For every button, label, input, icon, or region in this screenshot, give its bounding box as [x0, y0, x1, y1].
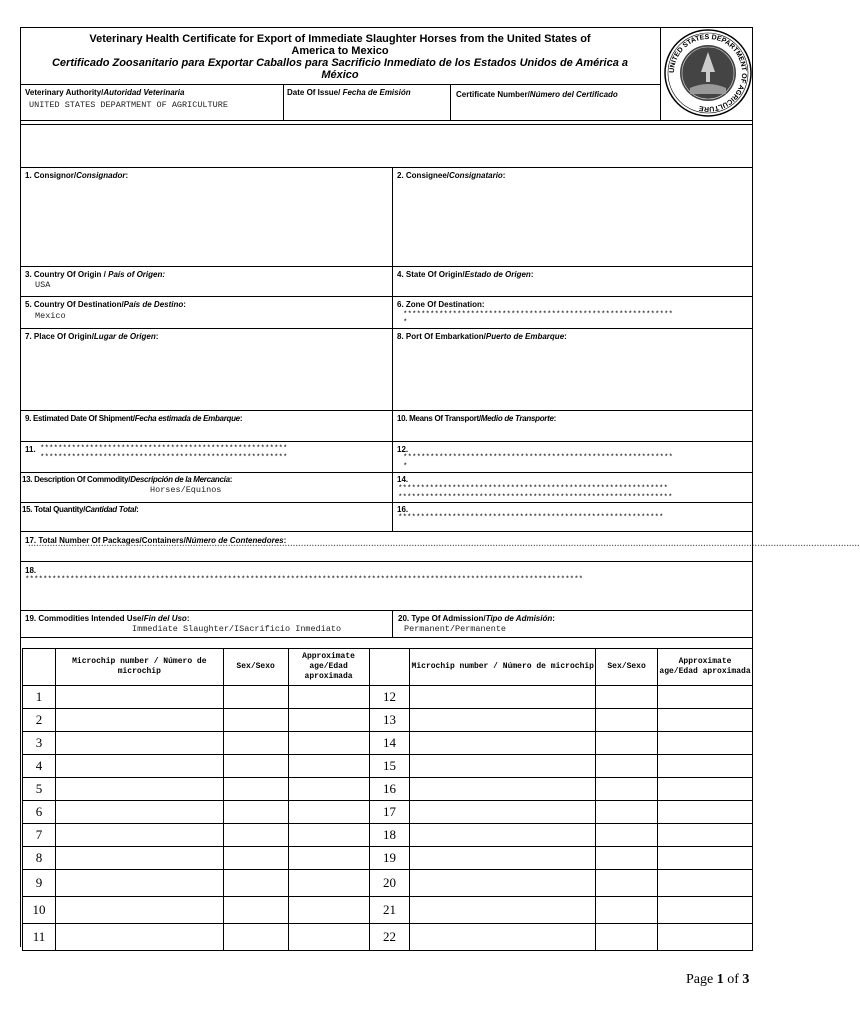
header-sex-right: Sex/Sexo [596, 649, 658, 686]
field-13-description: 13. Description Of Commodity/Descripción de la Mercancía: [22, 475, 233, 484]
authority-label: Veterinary Authority/Autoridad Veterinaria [25, 88, 185, 97]
microchip-cell-left[interactable] [55, 870, 223, 897]
age-cell-right[interactable] [658, 755, 753, 778]
field-18: 18. [25, 566, 37, 575]
field-19-value: Immediate Slaughter/ISacrificio Inmediato [132, 624, 342, 634]
age-cell-left[interactable] [288, 824, 369, 847]
sex-cell-right[interactable] [596, 924, 658, 951]
row-number-left: 7 [23, 824, 56, 847]
age-cell-right[interactable] [658, 897, 753, 924]
table-row [23, 897, 753, 924]
row-number-left: 10 [23, 897, 56, 924]
row-number-left: 1 [23, 686, 56, 709]
age-cell-right[interactable] [658, 801, 753, 824]
microchip-cell-right[interactable] [410, 778, 596, 801]
field-7-place-origin: 7. Place Of Origin/Lugar de Origen: [25, 332, 159, 341]
field-14-stars: ************************************************************ [398, 485, 669, 493]
title-es-line2: México [321, 69, 359, 81]
header-index-left [23, 649, 56, 686]
row-number-right: 15 [369, 755, 410, 778]
microchip-cell-right[interactable] [410, 824, 596, 847]
sex-cell-left[interactable] [223, 686, 288, 709]
page-of: of [723, 972, 743, 987]
authority-value: UNITED STATES DEPARTMENT OF AGRICULTURE [29, 100, 228, 110]
microchip-cell-left[interactable] [55, 924, 223, 951]
sex-cell-left[interactable] [223, 778, 288, 801]
field-6-zone-destination: 6. Zone Of Destination: [397, 300, 485, 309]
header-sex-left: Sex/Sexo [223, 649, 288, 686]
microchip-cell-right[interactable] [410, 870, 596, 897]
field-6-stars-2: * [403, 319, 408, 327]
age-cell-left[interactable] [288, 870, 369, 897]
sex-cell-left[interactable] [223, 924, 288, 951]
row-number-left: 4 [23, 755, 56, 778]
field-18-stars: **************************************************************************************************************************** [25, 576, 584, 584]
age-cell-left[interactable] [288, 847, 369, 870]
age-cell-right[interactable] [658, 824, 753, 847]
microchip-cell-left[interactable] [55, 732, 223, 755]
microchip-cell-right[interactable] [410, 847, 596, 870]
age-cell-left[interactable] [288, 686, 369, 709]
sex-cell-right[interactable] [596, 824, 658, 847]
field-13-value: Horses/Equinos [150, 485, 222, 495]
age-cell-left[interactable] [288, 801, 369, 824]
microchip-cell-right[interactable] [410, 686, 596, 709]
table-header-row [23, 649, 753, 686]
table-row [23, 824, 753, 847]
table-row [23, 870, 753, 897]
age-cell-right[interactable] [658, 732, 753, 755]
age-cell-right[interactable] [658, 709, 753, 732]
microchip-cell-left[interactable] [55, 778, 223, 801]
microchip-cell-right[interactable] [410, 897, 596, 924]
microchip-cell-left[interactable] [55, 897, 223, 924]
field-10-transport: 10. Means Of Transport/Medio de Transporte: [397, 414, 557, 423]
header-index-right [369, 649, 410, 686]
microchip-cell-left[interactable] [55, 847, 223, 870]
table-row [23, 732, 753, 755]
field-11-stars-2: ******************************************************* [40, 454, 288, 462]
row-number-left: 8 [23, 847, 56, 870]
microchip-cell-right[interactable] [410, 924, 596, 951]
field-9-shipment-date: 9. Estimated Date Of Shipment/Fecha estimada de Embarque: [25, 414, 243, 423]
age-cell-left[interactable] [288, 732, 369, 755]
title-es-line1: Certificado Zoosanitario para Exportar Caballos para Sacrificio Inmediato de los Estados Unidos de América a [51, 57, 629, 69]
microchip-cell-left[interactable] [55, 709, 223, 732]
microchip-cell-left[interactable] [55, 755, 223, 778]
sex-cell-right[interactable] [596, 755, 658, 778]
field-12-stars: ************************************************************ [403, 454, 674, 462]
age-cell-right[interactable] [658, 870, 753, 897]
microchip-cell-right[interactable] [410, 801, 596, 824]
field-12-stars-2: * [403, 463, 408, 471]
sex-cell-left[interactable] [223, 709, 288, 732]
sex-cell-left[interactable] [223, 824, 288, 847]
date-of-issue-label: Date Of Issue/ Fecha de Emisión [287, 88, 411, 97]
age-cell-left[interactable] [288, 778, 369, 801]
age-cell-left[interactable] [288, 755, 369, 778]
field-19-intended-use: 19. Commodities Intended Use/Fin del Uso: [25, 614, 190, 623]
field-11-stars: ******************************************************* [40, 445, 288, 453]
microchip-table [22, 648, 753, 951]
sex-cell-left[interactable] [223, 870, 288, 897]
field-4-state-origin: 4. State Of Origin/Estado de Origen: [397, 270, 534, 279]
sex-cell-left[interactable] [223, 847, 288, 870]
table-row [23, 686, 753, 709]
microchip-cell-right[interactable] [410, 732, 596, 755]
age-cell-right[interactable] [658, 778, 753, 801]
field-15-total-quantity: 15. Total Quantity/Cantidad Total: [22, 505, 139, 514]
table-row [23, 847, 753, 870]
title-spanish [20, 57, 660, 81]
field-6-stars: ************************************************************ [403, 311, 674, 319]
field-20-admission: 20. Type Of Admission/Tipo de Admisión: [398, 614, 555, 623]
table-row [23, 924, 753, 951]
title-english [20, 33, 660, 57]
sex-cell-right[interactable] [596, 732, 658, 755]
age-cell-right[interactable] [658, 924, 753, 951]
sex-cell-right[interactable] [596, 778, 658, 801]
microchip-cell-right[interactable] [410, 755, 596, 778]
field-3-country-origin: 3. Country Of Origin / País of Origen: [25, 270, 166, 279]
field-16-stars: *********************************************************** [398, 514, 664, 522]
row-number-right: 12 [369, 686, 410, 709]
row-number-right: 19 [369, 847, 410, 870]
microchip-cell-left[interactable] [55, 801, 223, 824]
row-number-left: 5 [23, 778, 56, 801]
title-en-line2: America to Mexico [291, 45, 389, 57]
field-17-stars: ******************************************************************************************************************************************************************************************************************************************************************************************************************** [28, 545, 860, 550]
sex-cell-left[interactable] [223, 897, 288, 924]
sex-cell-right[interactable] [596, 801, 658, 824]
age-cell-left[interactable] [288, 924, 369, 951]
table-row [23, 801, 753, 824]
row-number-right: 18 [369, 824, 410, 847]
sex-cell-right[interactable] [596, 897, 658, 924]
field-12: 12. [397, 445, 409, 454]
row-number-right: 14 [369, 732, 410, 755]
field-2-consignee: 2. Consignee/Consignatario: [397, 171, 506, 180]
table-row [23, 778, 753, 801]
page-number [686, 972, 749, 988]
header-microchip-left: Microchip number / Número de microchip [55, 649, 223, 686]
field-14-stars-2: ************************************************************* [398, 494, 673, 502]
row-number-left: 9 [23, 870, 56, 897]
field-3-value: USA [35, 280, 51, 290]
field-1-consignor: 1. Consignor/Consignador: [25, 171, 129, 180]
row-number-right: 13 [369, 709, 410, 732]
row-number-left: 6 [23, 801, 56, 824]
header-age-left: Approximate age/Edad aproximada [288, 649, 369, 686]
title-en-line1: Veterinary Health Certificate for Export of Immediate Slaughter Horses from the United States of [89, 33, 591, 45]
row-number-left: 2 [23, 709, 56, 732]
sex-cell-right[interactable] [596, 709, 658, 732]
page-current: 1 [716, 972, 724, 987]
row-number-right: 17 [369, 801, 410, 824]
microchip-cell-right[interactable] [410, 709, 596, 732]
table-row [23, 709, 753, 732]
sex-cell-left[interactable] [223, 755, 288, 778]
field-5-value: Mexico [35, 311, 66, 321]
certificate-number-label: Certificate Number/Número del Certificado [456, 90, 618, 99]
usda-seal-icon [663, 28, 753, 118]
field-14: 14. [397, 475, 409, 484]
header-microchip-right: Microchip number / Número de microchip [410, 649, 596, 686]
field-17-packages: 17. Total Number Of Packages/Containers/Número de Contenedores: [25, 536, 287, 545]
row-number-right: 20 [369, 870, 410, 897]
row-number-left: 3 [23, 732, 56, 755]
age-cell-right[interactable] [658, 847, 753, 870]
sex-cell-left[interactable] [223, 801, 288, 824]
header-age-right: Approximate age/Edad aproximada [658, 649, 753, 686]
sex-cell-right[interactable] [596, 847, 658, 870]
seal-text: UNITED STATES DEPARTMENT OF AGRICULTURE [668, 33, 748, 113]
sex-cell-left[interactable] [223, 732, 288, 755]
row-number-left: 11 [23, 924, 56, 951]
row-number-right: 16 [369, 778, 410, 801]
sex-cell-right[interactable] [596, 686, 658, 709]
row-number-right: 21 [369, 897, 410, 924]
sex-cell-right[interactable] [596, 870, 658, 897]
age-cell-left[interactable] [288, 897, 369, 924]
field-8-port-embarkation: 8. Port Of Embarkation/Puerto de Embarque: [397, 332, 567, 341]
field-20-value: Permanent/Permanente [404, 624, 507, 634]
table-row [23, 755, 753, 778]
age-cell-right[interactable] [658, 686, 753, 709]
field-11: 11. [25, 445, 36, 454]
field-5-country-destination: 5. Country Of Destination/País de Destino: [25, 300, 186, 309]
microchip-cell-left[interactable] [55, 824, 223, 847]
page-total: 3 [742, 972, 750, 987]
page-prefix: Page [686, 972, 717, 987]
age-cell-left[interactable] [288, 709, 369, 732]
row-number-right: 22 [369, 924, 410, 951]
field-16: 16. [397, 505, 409, 514]
microchip-cell-left[interactable] [55, 686, 223, 709]
